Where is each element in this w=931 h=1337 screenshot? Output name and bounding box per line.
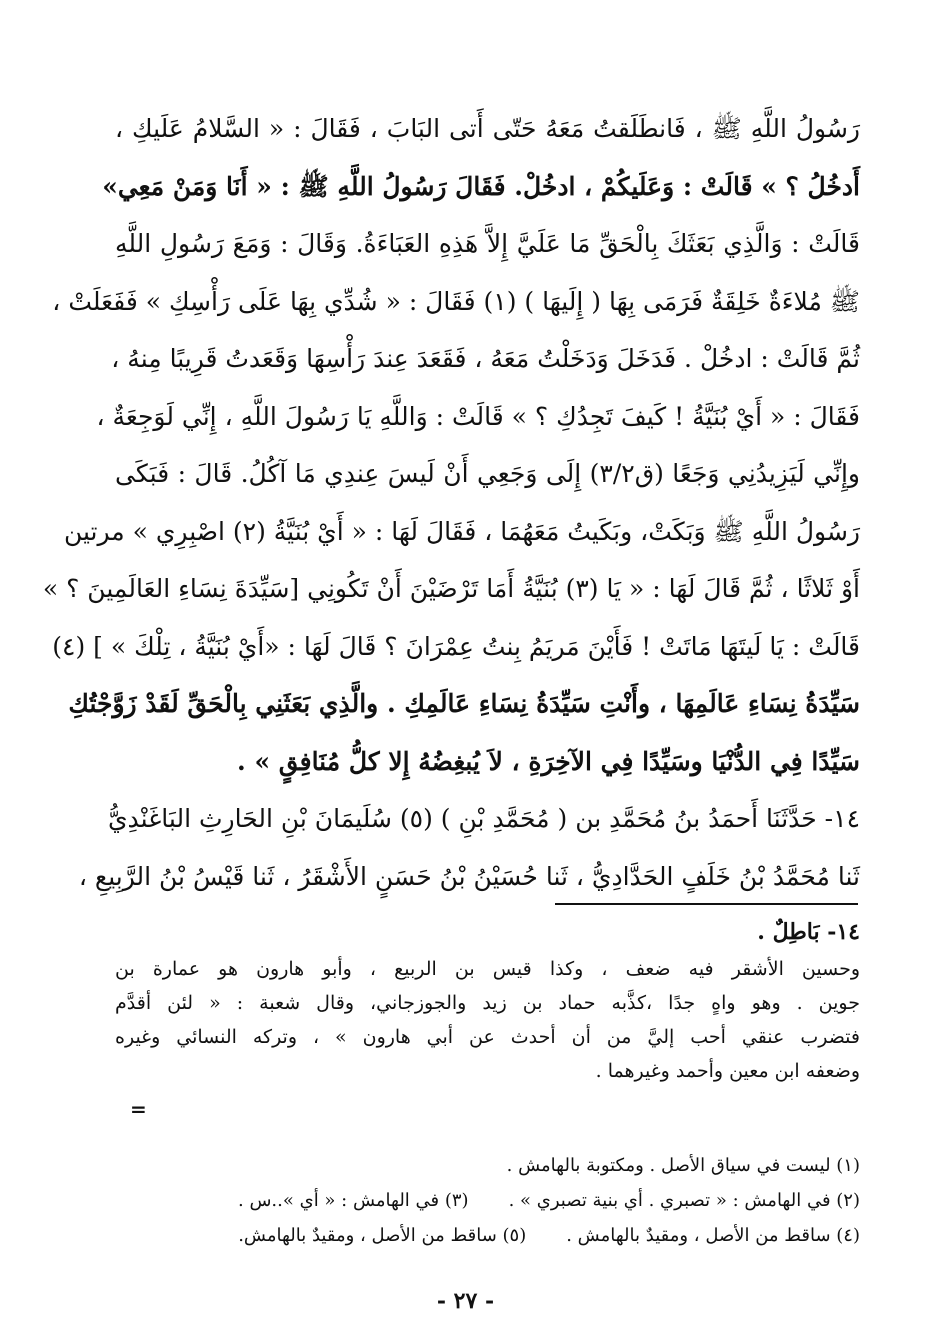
footnote-line — [140, 1218, 860, 1253]
continuation-mark: = — [130, 1097, 147, 1121]
text-line: أَدخُلُ ؟ » قَالَتْ : وَعَلَيكُمْ ، ادخُلْ. فَقَالَ رَسُولُ اللَّهِ ﷺ : « أَنَا وَمَنْ مَعِي» — [102, 171, 860, 201]
footnote-separator — [555, 903, 858, 905]
footnote-5: (٥) ساقط من الأصل ، ومقيدٌ بالهامش. — [238, 1225, 527, 1246]
main-text — [42, 100, 860, 905]
footnote-4: (٤) ساقط من الأصل ، ومقيدٌ بالهامش . — [566, 1225, 860, 1246]
page-number: - ٢٧ - — [436, 1288, 495, 1314]
footnote-3: (٣) في الهامش : « أي »..س . — [238, 1190, 469, 1211]
hadith-14-line: ثَنا مُحَمَّدُ بْنُ خَلَفٍ الحَدَّادِيُّ ، ثَنا حُسَيْنُ بْنُ حَسَنٍ الأَشْقَرُ ، ثَنا قَيْسُ بْنُ الرَّبِيعِ ، — [78, 861, 860, 891]
footnote-line — [140, 1183, 860, 1218]
text-line: وإِنِّي لَيَزِيدُنِي وَجَعًا (ق٣/٢) إِلَى وَجَعِي أَنْ لَيسَ عِندِي مَا آكُلُ. قَالَ : فَبَكَى — [115, 459, 860, 488]
commentary-line: فتضرب عنقي أحب إليَّ من أن أحدث عن أبي هارون » ، وتركه النسائي وغيره — [115, 1026, 860, 1048]
text-line: رَسُولُ اللَّهِ ﷺ وَبَكَتْ، وبَكَيتُ مَعَهُمَا ، فَقَالَ لَهَا : « أَيْ بُنَيَّةُ (٢) اصْبِرِي » مرتين — [63, 516, 860, 546]
commentary — [115, 912, 860, 1088]
commentary-line: وضعفه ابن معين وأحمد وغيرهما . — [595, 1060, 860, 1082]
footnote-1: (١) ليست في سياق الأصل . ومكتوبة بالهامش . — [506, 1155, 860, 1176]
footnote-2: (٢) في الهامش : « تصبري . أي بنية تصبري » . — [508, 1190, 860, 1211]
text-line: فَقَالَ : « أَيْ بُنَيَّةُ ! كَيفَ تَجِدُكِ ؟ » قَالَتْ : وَاللَّهِ يَا رَسُولَ اللَّهِ ، إِنِّي لَوَجِعَةٌ ، — [96, 401, 860, 431]
text-line: ﷺ مُلاءَةٌ خَلِقَةٌ فَرَمَى بِهَا ( إِلَيهَا ) (١) فَقَالَ : « شُدِّي بِهَا عَلَى رَأْسِكِ » فَفَعَلَتْ ، — [52, 286, 860, 316]
hadith-14-line: ١٤- حَدَّثَنَا أَحمَدُ بنُ مُحَمَّدِ بن ( مُحَمَّدِ بْنِ ) (٥) سُلَيمَانَ بْنِ الحَارِثِ البَاغَنْدِيُّ — [107, 804, 860, 833]
commentary-line: وحسين الأشقر فيه ضعف ، وكذا قيس بن الربيع ، وأبو هارون هو عمارة بن — [115, 958, 860, 980]
text-line: ثُمَّ قَالَتْ : ادخُلْ . فَدَخَلَ وَدَخَلْتُ مَعَهُ ، فَقَعَدَ عِندَ رَأْسِهَا وَقَعَدتُ قَرِيبًا مِنهُ ، — [111, 344, 860, 373]
text-line: سَيِّدًا فِي الدُّنْيَا وسَيِّدًا فِي الآخِرَةِ ، لاَ يُبغِضُهُ إِلا كلُّ مُنَافِقٍ » . — [237, 746, 860, 776]
text-line: سَيِّدَةُ نِسَاءِ عَالَمِهَا ، وأَنْتِ سَيِّدَةُ نِسَاءِ عَالَمِكِ . والَّذِي بَعَثَنِي بِالْحَقِّ لَقَدْ زَوَّجْتُكِ — [68, 689, 860, 718]
footnotes — [140, 1148, 860, 1253]
text-line: قَالَتْ : وَالَّذِي بَعَثَكَ بِالْحَقِّ مَا عَلَيَّ إِلاَّ هَذِهِ العَبَاءَةُ. وَقَالَ : وَمَعَ رَسُولِ اللَّهِ — [115, 229, 860, 258]
text-line: رَسُولُ اللَّهِ ﷺ ، فَانطَلَقتُ مَعَهُ حَتّى أَتى البَابَ ، فَقَالَ : « السَّلامُ عَلَيكِ ، — [115, 114, 860, 143]
text-line: أَوْ ثَلاثًا ، ثُمَّ قَالَ لَهَا : « يَا (٣) بُنَيَّةُ أَمَا تَرْضَيْنَ أَنْ تَكُونِي [سَيِّدَةَ نِسَاءِ العَالَمِينَ ؟ » — [42, 574, 860, 603]
commentary-line: جوين . وهو واهٍ جدًا ،كذَّبه حماد بن زيد والجوزجاني، وقال شعبة : « لئن أقدَّم — [115, 992, 860, 1014]
commentary-heading: ١٤- بَاطِلٌ . — [757, 919, 860, 945]
footnote-line — [140, 1148, 860, 1183]
text-line: قَالَتْ : يَا لَيتَهَا مَاتَتْ ! فَأَيْنَ مَريَمُ بِنتُ عِمْرَانَ ؟ قَالَ لَهَا : «أَيْ بُنَيَّةُ ، تِلْكَ » ] (٤) — [52, 631, 860, 661]
